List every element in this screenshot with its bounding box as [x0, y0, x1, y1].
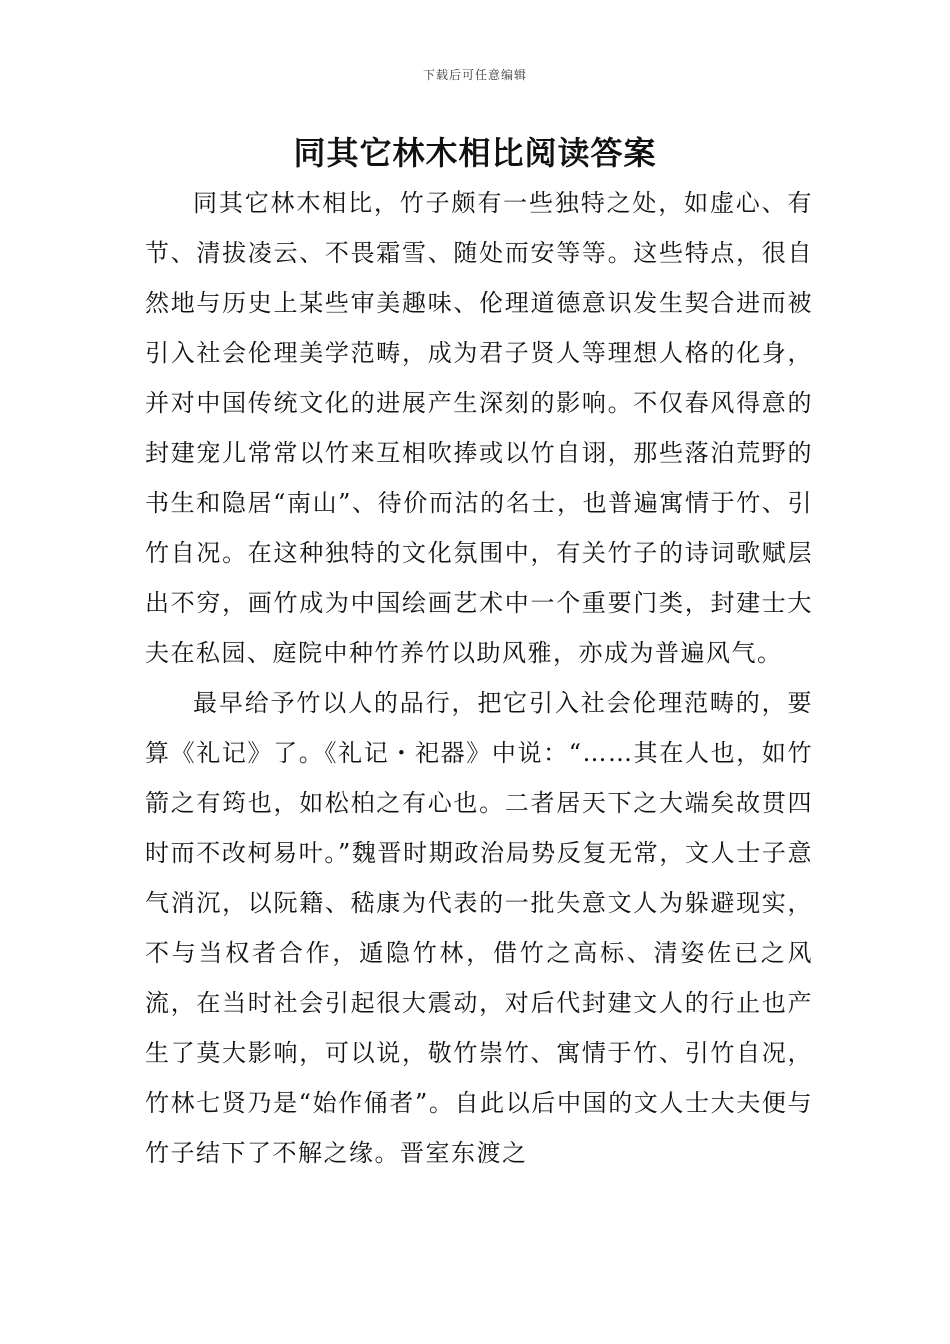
header-note: 下载后可任意编辑: [422, 68, 527, 82]
paragraph-2: 最早给予竹以人的品行，把它引入社会伦理范畴的，要算《礼记》了。《礼记・祀器》中说：“……其在人也，如竹箭之有筠也，如松柏之有心也。二者居天下之大端矣故贯四时而不改柯易叶。”魏晋时期政治局势反复无常，文人士子意气消沉，以阮籍、嵇康为代表的一批失意文人为躲避现实，不与当权者合作，遁隐竹林，借竹之高标、清姿佐已之风流，在当时社会引起很大震动，对后代封建文人的行止也产生了莫大影响，可以说，敬竹崇竹、寓情于竹、引竹自况，竹林七贤乃是“始作俑者”。自此以后中国的文人士大夫便与竹子结下了不解之缘。晋室东渡之: [145, 689, 813, 1167]
page-title: 同其它林木相比阅读答案: [293, 134, 657, 172]
document-body: [145, 178, 813, 1178]
paragraph-1: 同其它林木相比，竹子颇有一些独特之处，如虚心、有节、清拔凌云、不畏霜雪、随处而安等等。这些特点，很自然地与历史上某些审美趣味、伦理道德意识发生契合进而被引入社会伦理美学范畴，成为君子贤人等理想人格的化身，并对中国传统文化的进展产生深刻的影响。不仅春风得意的封建宠儿常常以竹来互相吹捧或以竹自诩，那些落泊荒野的书生和隐居“南山”、待价而沽的名士，也普遍寓情于竹、引竹自况。在这种独特的文化氛围中，有关竹子的诗词歌赋层出不穷，画竹成为中国绘画艺术中一个重要门类，封建士大夫在私园、庭院中种竹养竹以助风雅，亦成为普遍风气。: [145, 189, 813, 667]
